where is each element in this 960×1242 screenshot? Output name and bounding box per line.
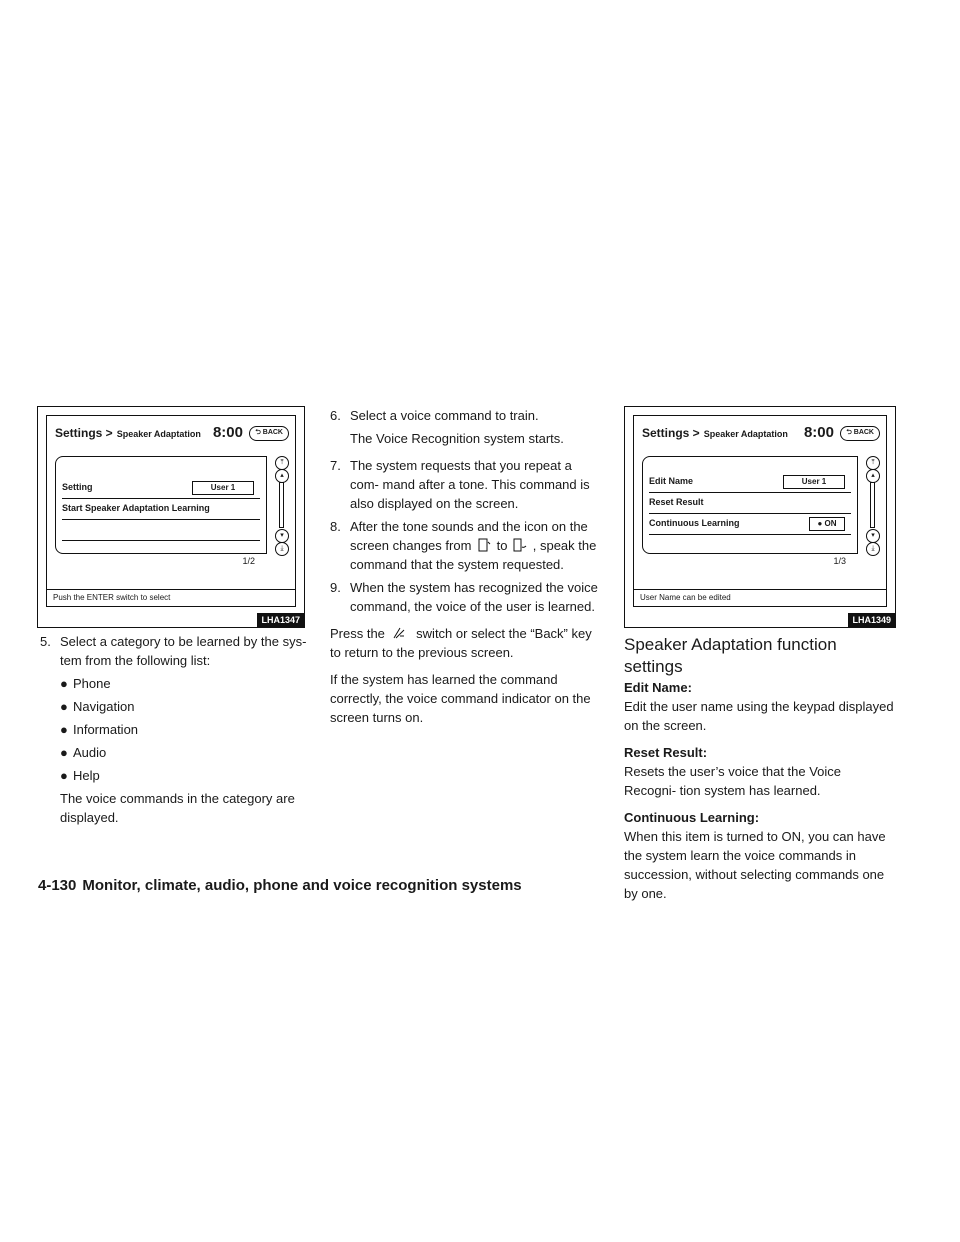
row-label: Edit Name xyxy=(649,476,694,486)
screen-subtitle: Speaker Adaptation xyxy=(116,429,201,439)
scroll-bottom-icon: ⤓ xyxy=(866,542,880,556)
page-indicator: 1/3 xyxy=(833,556,846,566)
list-item-text: Audio xyxy=(73,745,107,760)
voice-waiting-icon xyxy=(477,538,491,552)
figure-code: LHA1349 xyxy=(848,613,895,627)
reset-result-heading: Reset Result: xyxy=(624,745,708,760)
talk-switch-icon xyxy=(391,626,411,640)
reset-result-text: Resets the user’s voice that the Voice Recogni- tion system has learned. xyxy=(624,764,842,798)
step-text: When the system has recognized the voice command, the voice of the user is learned. xyxy=(350,580,598,614)
screen-display xyxy=(633,415,887,607)
clock: 8:00 xyxy=(803,424,834,441)
step-6 xyxy=(330,406,602,425)
chapter-title: Monitor, climate, audio, phone and voice recognition systems xyxy=(82,877,522,894)
scroll-top-icon: ⤒ xyxy=(275,456,289,470)
scroll-top-icon: ⤒ xyxy=(866,456,880,470)
step-text-b: to xyxy=(496,538,508,553)
list-item-text: Phone xyxy=(73,676,111,691)
page-number: 4-130 xyxy=(38,877,77,894)
menu-row-setting xyxy=(62,477,260,499)
learned-text: If the system has learned the command correctly, the voice command indicator on the screen turns on. xyxy=(330,672,591,725)
step-5-note: The voice commands in the category are displayed. xyxy=(60,791,295,825)
figure-settings-speaker-adaptation xyxy=(37,406,305,628)
scroll-down-icon: ▾ xyxy=(866,529,880,543)
scroll-track xyxy=(870,482,875,528)
step-number: 9. xyxy=(330,580,341,595)
step-8 xyxy=(330,517,602,574)
list-item-text: Navigation xyxy=(73,699,135,714)
back-label: BACK xyxy=(853,429,874,436)
section-heading: Speaker Adaptation function settings xyxy=(624,635,837,676)
menu-row-empty xyxy=(62,519,260,541)
step-number: 7. xyxy=(330,458,341,473)
figure-code: LHA1347 xyxy=(257,613,304,627)
bullet-icon: ● xyxy=(60,768,68,783)
step-text-c: , speak the command that the system requested. xyxy=(350,538,597,572)
row-label: Reset Result xyxy=(649,497,704,507)
page-footer xyxy=(38,877,522,894)
scroll-up-icon: ▴ xyxy=(866,469,880,483)
step-7 xyxy=(330,456,602,513)
step-text: The system requests that you repeat a com- mand after a tone. This command is also displayed on the screen. xyxy=(350,458,590,511)
screen-title-text: Settings > xyxy=(55,426,113,440)
screen-subtitle: Speaker Adaptation xyxy=(703,429,788,439)
continuous-learning-text: When this item is turned to ON, you can have the system learn the voice commands in succession, without selecting commands one by one. xyxy=(624,829,886,901)
row-label: Setting xyxy=(62,482,93,492)
menu-list xyxy=(642,456,858,554)
step-text: Select a category to be learned by the sys- tem from the following list: xyxy=(60,634,307,668)
edit-name-heading: Edit Name: xyxy=(624,680,692,695)
back-button: ⮌ BACK xyxy=(249,426,289,441)
bullet-icon: ● xyxy=(60,699,68,714)
screen-display xyxy=(46,415,296,607)
step-text: Select a voice command to train. xyxy=(350,408,539,423)
back-button: ⮌ BACK xyxy=(840,426,880,441)
scroll-up-icon: ▴ xyxy=(275,469,289,483)
step-number: 8. xyxy=(330,519,341,534)
row-value: User 1 xyxy=(783,475,845,489)
list-item-text: Information xyxy=(73,722,139,737)
menu-row-continuous-learning xyxy=(649,513,851,535)
press-text-b: switch or select the “Back” key to return to the previous screen. xyxy=(330,626,592,660)
row-value: ● ON xyxy=(809,517,845,531)
row-label: Continuous Learning xyxy=(649,518,740,528)
list-item xyxy=(60,674,308,693)
scroll-controls xyxy=(864,456,880,556)
category-list xyxy=(40,674,308,827)
scroll-track xyxy=(279,482,284,528)
column-3 xyxy=(624,634,896,903)
menu-list xyxy=(55,456,267,554)
menu-row-start-learning xyxy=(62,498,260,520)
list-item xyxy=(60,720,308,739)
edit-name-text: Edit the user name using the keypad displayed on the screen. xyxy=(624,699,894,733)
figure-speaker-adaptation-settings xyxy=(624,406,896,628)
row-value: User 1 xyxy=(192,481,254,495)
screen-title xyxy=(642,426,788,440)
clock: 8:00 xyxy=(212,424,243,441)
screen-title xyxy=(55,426,201,440)
status-bar: Push the ENTER switch to select xyxy=(47,589,295,606)
list-item xyxy=(60,766,308,785)
step-number: 6. xyxy=(330,408,341,423)
step-text-a: After the tone sounds and the icon on the screen changes from xyxy=(350,519,588,553)
press-text-a: Press the xyxy=(330,626,385,641)
step-number: 5. xyxy=(40,634,51,649)
screen-title-text: Settings > xyxy=(642,426,700,440)
row-label: Start Speaker Adaptation Learning xyxy=(62,503,210,513)
bullet-icon: ● xyxy=(60,745,68,760)
bullet-icon: ● xyxy=(60,676,68,691)
list-item-text: Help xyxy=(73,768,100,783)
status-bar: User Name can be edited xyxy=(634,589,886,606)
bullet-icon: ● xyxy=(60,722,68,737)
continuous-learning-heading: Continuous Learning: xyxy=(624,810,760,825)
step-9 xyxy=(330,578,602,616)
list-item xyxy=(60,743,308,762)
column-2 xyxy=(330,406,602,727)
column-1 xyxy=(40,632,308,827)
press-back-text xyxy=(330,624,602,662)
scroll-controls xyxy=(273,456,289,556)
voice-listening-icon xyxy=(513,538,527,552)
menu-row-edit-name xyxy=(649,471,851,493)
list-item xyxy=(60,697,308,716)
menu-row-reset-result xyxy=(649,492,851,514)
scroll-bottom-icon: ⤓ xyxy=(275,542,289,556)
step-6-note: The Voice Recognition system starts. xyxy=(350,431,564,446)
step-5 xyxy=(40,632,308,670)
back-label: BACK xyxy=(262,429,283,436)
page-indicator: 1/2 xyxy=(242,556,255,566)
scroll-down-icon: ▾ xyxy=(275,529,289,543)
